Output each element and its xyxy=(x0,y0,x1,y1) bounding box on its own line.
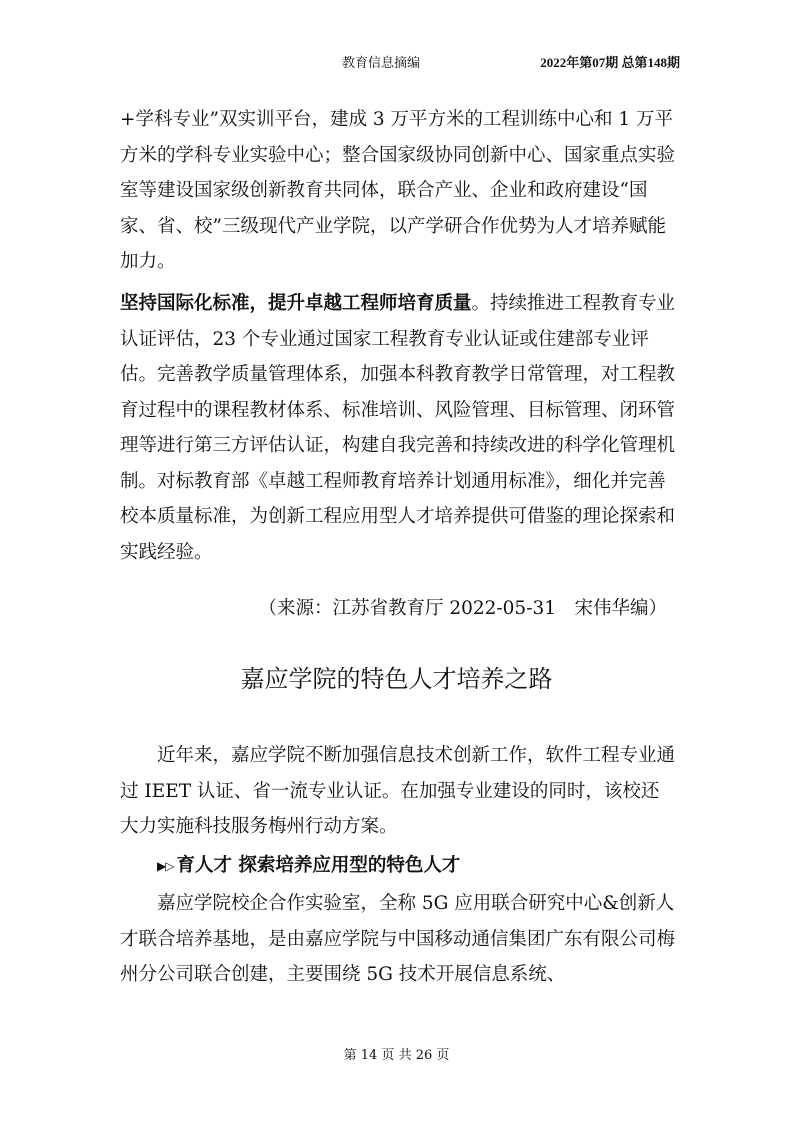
article1-paragraph-2 xyxy=(120,286,676,570)
paragraph-body: 。持续推进工程教育专业认证评估，23 个专业通过国家工程教育专业认证或住建部专业评估。完善教学质量管理体系，加强本科教育教学日常管理，对工程教育过程中的课程教材体系、标准培训、风险管理、目标管理、闭环管理等进行第三方评估认证，构建自我完善和持续改进的科学化管理机制。对标教育部《卓越工程师教育培养计划通用标准》，细化并完善校本质量标准，为创新工程应用型人才培养提供可借鉴的理论探索和实践经验。 xyxy=(120,293,676,563)
issue-number: 2022年第07期 总第148期 xyxy=(540,55,680,70)
article2-intro: 近年来，嘉应学院不断加强信息技术创新工作，软件工程专业通过 IEET 认证、省一流专业认证。在加强专业建设的同时，该校还大力实施科技服务梅州行动方案。 xyxy=(120,745,676,837)
publication-name: 教育信息摘编 xyxy=(342,56,421,71)
paragraph-lead-bold: 坚持国际化标准，提升卓越工程师培育质量 xyxy=(120,293,472,314)
article2-title: 嘉应学院的特色人才培养之路 xyxy=(240,665,553,693)
page-header xyxy=(120,52,680,72)
article1-source: （来源：江苏省教育厅 2022-05-31 宋伟华编） xyxy=(258,598,667,619)
article2-paragraph: 嘉应学院校企合作实验室，全称 5G 应用联合研究中心&创新人才联合培养基地，是由嘉应学院与中国移动通信集团广东有限公司梅州分公司联合创建，主要围绕 5G 技术开展信息系统、 xyxy=(120,893,676,985)
section-heading-text: 育人才 探索培养应用型的特色人才 xyxy=(176,855,461,876)
article1-paragraph-1: +学科专业”双实训平台，建成 3 万平方米的工程训练中心和 1 万平方米的学科专业实验中心；整合国家级协同创新中心、国家重点实验室等建设国家级创新教育共同体，联合产业、企业和政府建设“国家、省、校”三级现代产业学院，以产学研合作优势为人才培养赋能加力。 xyxy=(120,109,676,272)
section-heading xyxy=(157,851,460,877)
page-footer: 第 14 页 共 26 页 xyxy=(343,1048,450,1063)
double-arrow-icon: ▶▷ xyxy=(157,859,174,873)
